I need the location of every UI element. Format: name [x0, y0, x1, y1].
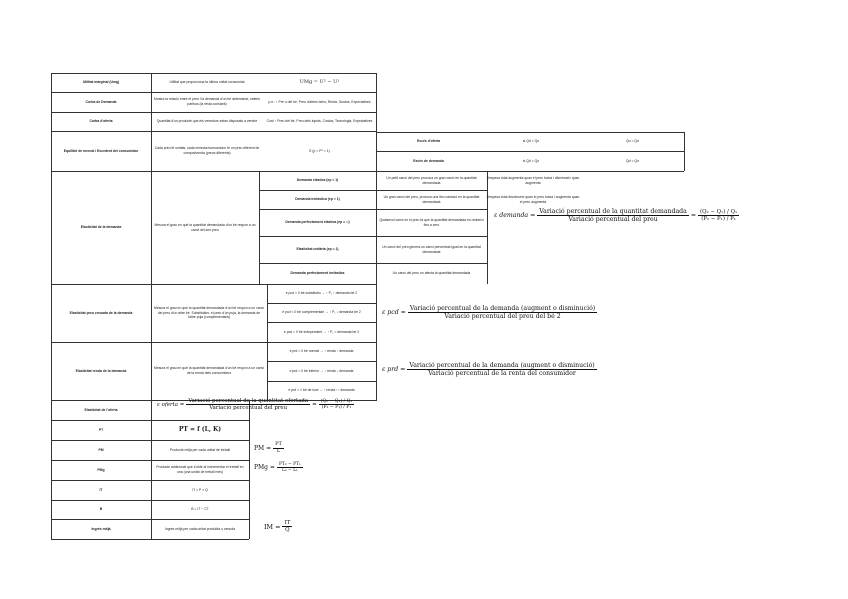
elasticity-type-desc: Un gran canvi del preu, provoca una lleu variació en la quantitat demandada: [383, 194, 480, 204]
row-factors-demand-curve: p.e.: ↑ Pre u del bé, Preu d'altres béns, Renta, Gustos, Expectatives: [268, 99, 371, 104]
formula-denominator: L₂ − L₁: [281, 468, 298, 474]
formula-denominator: Variació percentual del preu: [209, 405, 288, 412]
row-label-supply-elasticity: Elasticitat de l'oferta: [84, 407, 118, 412]
formula-fraction: [273, 442, 284, 455]
table-border: [249, 400, 250, 539]
formula-denominator: (P₂ − P₁) / P₁: [321, 405, 352, 411]
formula-numerator: Variació percentual de la quantitat demandada: [539, 208, 687, 215]
table-border: [684, 132, 685, 171]
elasticity-type-label: Demanda elàstica (ep > 1): [296, 178, 339, 183]
row-desc-demand-curve: Mostra la relació entre el preu i la demanda d'un bé determinat, ceteris paribus (la resta constant): [154, 97, 261, 106]
table-border: [151, 400, 152, 420]
formula-lhs: PMg =: [254, 464, 275, 472]
row-label-pm: PM: [98, 447, 104, 452]
pm-formula: [254, 442, 286, 455]
excess-demand-condition: si Qd > Qo: [522, 158, 540, 163]
income-elasticity-case: e prd < 0 bé inferior → ↑ renda ↓ demanda: [289, 368, 354, 373]
excess-demand-result: Qd > Qo: [626, 158, 639, 163]
row-label-cross-elasticity: Elasticitat preu creuada de la demanda: [69, 310, 133, 315]
excess-demand-label: Excés de demanda: [413, 158, 444, 163]
row-desc-im: Ingrés mitjà per cada unitat produïda o venuda: [164, 526, 236, 531]
formula-numerator: Variació percentual de la quantitat ofertada: [188, 398, 309, 404]
formula-denominator: Variació percentual de la renta del consumidor: [428, 370, 576, 378]
elasticity-type-label: Demanda perfectament inelàstica: [290, 271, 345, 276]
formula-lhs: ε oferta =: [157, 401, 185, 408]
formula-lhs: ε demanda =: [494, 212, 536, 220]
row-formula-equilibrium: E (p = P* = 1): [309, 148, 330, 153]
formula-denominator: Variació percentual del preu: [568, 216, 658, 224]
formula-lhs: IM =: [264, 522, 281, 531]
row-label-demand-elasticity: Elasticitat de la demanda: [80, 225, 122, 230]
excess-supply-condition: si Qd < Qo: [522, 139, 540, 144]
elasticity-type-desc: Un petit canvi del preu provoca un gran canvi en la quantitat demandada: [386, 175, 477, 185]
row-label-supply-curve: Corba d'oferta: [89, 119, 113, 124]
cross-elasticity-case: e pcd < 0 bé complementari → ↑ P₁ ↓ demanda bé 2: [282, 310, 361, 315]
row-label-pmg: PMg: [97, 467, 105, 472]
row-desc-demand-elasticity: Mesura el grau en què la quantitat demandada d'un bé respon a un canvi del seu preu: [154, 222, 256, 232]
row-label-b: B: [99, 507, 103, 512]
row-label-equilibrium: Equilibri de mercat i Excedent del consumidor: [63, 148, 139, 153]
formula-numerator: (Q₂ − Q₁) / Q₁: [700, 208, 738, 215]
formula-fraction: [319, 399, 355, 411]
demand-elasticity-formula: [494, 208, 741, 223]
elasticity-note: Despesa total augmenta quan el preu baixa i disminueix quan augmenta: [486, 175, 580, 185]
formula-fraction: [698, 209, 739, 222]
table-border: [51, 539, 249, 540]
elasticity-type-desc: Qualsevol canvi en el preu fa que la quantitat demandada es redueixi fins a zero: [379, 217, 484, 227]
income-elasticity-formula: [382, 362, 599, 377]
formula-fraction: [186, 398, 310, 411]
im-formula: [264, 520, 294, 533]
row-formula-umg: UMg = U² − U¹: [299, 79, 340, 86]
formula-denominator: Variació percentual del preu del bé 2: [444, 313, 561, 321]
row-desc-pm: Producte mitjà per cada unitat de treball: [170, 447, 230, 452]
formula-fraction: [537, 208, 689, 223]
formula-equals: =: [312, 401, 317, 408]
row-desc-income-elasticity: Mesura el grau en què la quantitat demandada d'un bé respon a un canvi de la renda dels consumidors: [154, 366, 264, 375]
formula-fraction: [282, 520, 292, 533]
row-desc-supply-curve: Quantitat d'un producte que els venedors estan disposats a vendre: [156, 119, 258, 124]
formula-numerator: Variació percentual de la demanda (augment o disminució): [409, 305, 596, 312]
income-elasticity-case: e prd > 0 bé normal → ↑ renda ↑ demanda: [289, 349, 354, 354]
row-factors-supply-curve: Cost ↑ Preu del bé, Preu dels inputs, Costos, Tecnologia, Expectatives: [266, 119, 373, 124]
pmg-formula: [254, 462, 305, 473]
cross-elasticity-case: e pcd = 0 bé independent → ↑ P₁ = demanda bé 2: [283, 329, 360, 334]
income-elasticity-case: e prd > 1 bé de luxe → ↑ renda ↑↑ demanda: [288, 388, 355, 393]
elasticity-type-label: Demanda perfectament elàstica (ep = ∞): [285, 220, 350, 225]
formula-numerator: (Q₂ − Q₁) / Q₁: [320, 398, 353, 404]
row-label-pt: PT: [98, 427, 104, 432]
row-formula-pt: PT = f (L, K): [178, 425, 222, 433]
formula-fraction: [407, 362, 596, 377]
row-label-it: IT: [99, 487, 103, 492]
row-label-im: Ingrés mitjà: [91, 526, 111, 531]
row-label-umg: Utilitat marginal (Umg): [82, 80, 120, 85]
row-desc-umg: Utilitat que proporciona la última unitat consumida: [169, 80, 245, 85]
formula-numerator: IT: [284, 520, 291, 526]
elasticity-note: Despesa total disminueix quan el preu baixa i augmenta quan el preu augmenta: [486, 194, 580, 204]
row-desc-equilibrium: Cada preu té unitats, cada venedor/consumidor té un preu diferent de compra/venda (preus diferents): [154, 146, 260, 155]
row-label-demand-curve: Corba de Demanda: [85, 99, 117, 104]
formula-equals: =: [690, 212, 697, 220]
elasticity-type-label: Elasticitat unitària (ep = 1): [296, 247, 339, 252]
elasticity-type-desc: Un canvi del preu genera un canvi percentual igual en la quantitat demandada: [382, 244, 481, 254]
formula-lhs: ε pcd =: [382, 309, 406, 317]
row-label-income-elasticity: Elasticitat renda de la demanda: [75, 368, 127, 373]
formula-denominator: L: [276, 447, 281, 454]
formula-numerator: PT₂ − PT₁: [278, 462, 301, 467]
formula-denominator: Q: [285, 527, 290, 534]
supply-elasticity-formula: [157, 398, 356, 411]
formula-lhs: ε prd =: [382, 366, 406, 374]
formula-numerator: PT: [275, 441, 282, 447]
cross-elasticity-formula: [382, 305, 599, 320]
elasticity-type-label: Demanda inelàstica (ep < 1): [295, 197, 340, 202]
row-desc-cross-elasticity: Mesura el grau en què la quantitat demandada d'un bé respon a un canvi del preu d'un altre bé. Substitutius: el preu d'un puja, la demanda de l'altre puja (complementaris): [154, 306, 264, 320]
formula-fraction: [408, 305, 597, 320]
excess-supply-label: Excés d'oferta: [416, 139, 441, 144]
row-desc-it: IT = P × Q: [192, 487, 208, 492]
formula-numerator: Variació percentual de la demanda (augment o disminució): [409, 362, 595, 369]
cross-elasticity-case: e pcd > 0 bé substitutiu → ↑ P₁ ↑ demanda bé 2: [285, 291, 358, 296]
row-desc-pmg: Producte addicional que s'obté al incrementar el treball en una (una unitat de treball més): [156, 465, 244, 474]
formula-lhs: PM =: [254, 444, 272, 452]
elasticity-type-desc: Un canvi del preu no afecta la quantitat demandada: [392, 271, 471, 276]
excess-supply-result: Qo > Qd: [626, 139, 639, 144]
formula-denominator: (P₂ − P₁) / P₁: [701, 216, 736, 223]
formula-fraction: [277, 462, 303, 473]
row-desc-b: B = IT − CT: [191, 507, 209, 512]
